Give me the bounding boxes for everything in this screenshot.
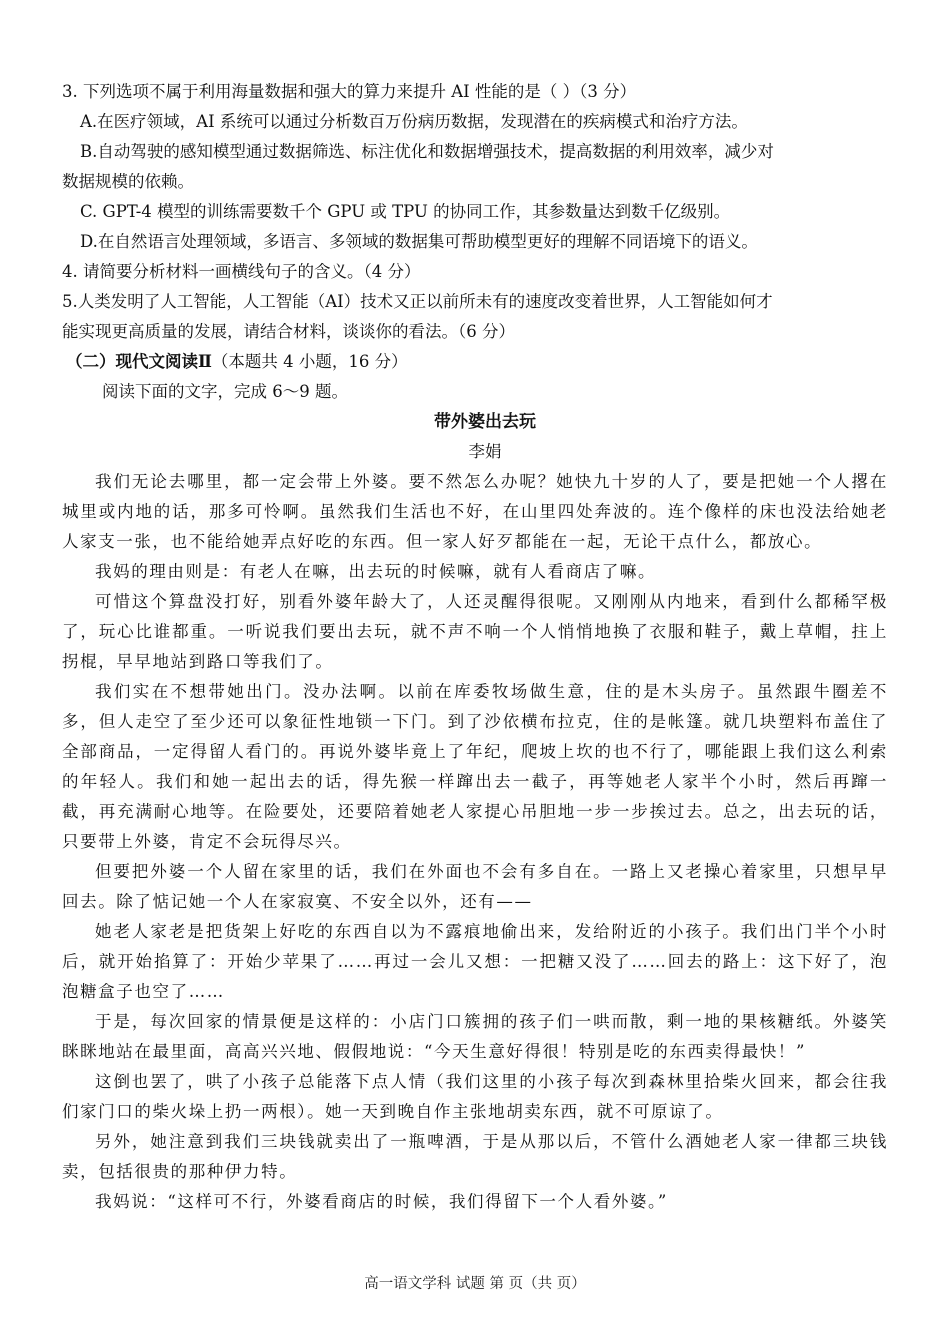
question-4: 4. 请简要分析材料一画横线句子的含义。（4 分） — [62, 262, 421, 281]
article-paragraph: 我妈说：“这样可不行，外婆看商店的时候，我们得留下一个人看外婆。” — [95, 1192, 668, 1211]
article-paragraph: 于是，每次回家的情景便是这样的：小店门口簇拥的孩子们一哄而散，剩一地的果核糖纸。外婆笑眯眯地站在最里面，高高兴兴地、假假地说：“今天生意好得很！特别是吃的东西卖得最快！” — [62, 1012, 888, 1061]
article-paragraph: 但要把外婆一个人留在家里的话，我们在外面也不会有多自在。一路上又老操心着家里，只想早早回去。除了惦记她一个人在家寂寞、不安全以外，还有—— — [62, 862, 888, 911]
question-3-option-b-line1: B.自动驾驶的感知模型通过数据筛选、标注优化和数据增强技术，提高数据的利用效率，减少对 — [80, 142, 774, 161]
article-author: 李娟 — [468, 442, 502, 461]
article-paragraph: 我们无论去哪里，都一定会带上外婆。要不然怎么办呢？她快九十岁的人了，要是把她一个人撂在城里或内地的话，那多可怜啊。虽然我们生活也不好，在山里四处奔波的。连个像样的床也没法给她老人家支一张，也不能给她弄点好吃的东西。但一家人好歹都能在一起，无论干点什么，都放心。 — [62, 472, 888, 551]
section-title: （二）现代文阅读Ⅱ — [66, 352, 212, 371]
article-paragraph: 这倒也罢了，哄了小孩子总能落下点人情（我们这里的小孩子每次到森林里拾柴火回来，都会往我们家门口的柴火垛上扔一两根）。她一天到晚自作主张地胡卖东西，就不可原谅了。 — [62, 1072, 888, 1121]
question-3-option-a: A.在医疗领域，AI 系统可以通过分析数百万份病历数据，发现潜在的疾病模式和治疗方法。 — [80, 112, 748, 131]
section-heading — [0, 347, 950, 377]
question-3-option-c: C. GPT-4 模型的训练需要数千个 GPU 或 TPU 的协同工作，其参数量达到数千亿级别。 — [80, 202, 731, 221]
question-3-stem: 3. 下列选项不属于利用海量数据和强大的算力来提升 AI 性能的是（ ）（3 分） — [62, 82, 637, 101]
section-instruction: 阅读下面的文字，完成 6～9 题。 — [102, 382, 348, 401]
article-paragraph: 可惜这个算盘没打好，别看外婆年龄大了，人还灵醒得很呢。又刚刚从内地来，看到什么都稀罕极了，玩心比谁都重。一听说我们要出去玩，就不声不响一个人悄悄地换了衣服和鞋子，戴上草帽，拄上拐棍，早早地站到路口等我们了。 — [62, 592, 888, 671]
article-paragraph: 她老人家老是把货架上好吃的东西自以为不露痕地偷出来，发给附近的小孩子。我们出门半个小时后，就开始掐算了：开始少苹果了……再过一会儿又想：一把糖又没了……回去的路上：这下好了，泡泡糖盒子也空了…… — [62, 922, 888, 1001]
question-3-option-b-line2: 数据规模的依赖。 — [62, 172, 194, 191]
question-5-line2: 能实现更高质量的发展，请结合材料，谈谈你的看法。（6 分） — [62, 322, 515, 341]
page-content — [0, 77, 950, 1217]
article-paragraph: 另外，她注意到我们三块钱就卖出了一瓶啤酒，于是从那以后，不管什么酒她老人家一律都三块钱卖，包括很贵的那种伊力特。 — [62, 1132, 888, 1181]
question-3-option-d: D.在自然语言处理领域，多语言、多领域的数据集可帮助模型更好的理解不同语境下的语义。 — [80, 232, 758, 251]
section-meta: （本题共 4 小题，16 分） — [211, 352, 408, 371]
question-5-line1: 5.人类发明了人工智能，人工智能（AI）技术又正以前所未有的速度改变着世界，人工智能如何才 — [62, 292, 773, 311]
article-paragraph: 我妈的理由则是：有老人在嘛，出去玩的时候嘛，就有人看商店了嘛。 — [95, 562, 657, 581]
page-footer: 高一语文学科 试题 第 页（共 页） — [364, 1276, 586, 1292]
article-paragraph: 我们实在不想带她出门。没办法啊。以前在库委牧场做生意，住的是木头房子。虽然跟牛圈差不多，但人走空了至少还可以象征性地锁一下门。到了沙依横布拉克，住的是帐篷。就几块塑料布盖住了全部商品，一定得留人看门的。再说外婆毕竟上了年纪，爬坡上坎的也不行了，哪能跟上我们这么利索的年轻人。我们和她一起出去的话，得先猴一样蹿出去一截子，再等她老人家半个小时，然后再蹿一截，再充满耐心地等。在险要处，还要陪着她老人家提心吊胆地一步一步挨过去。总之，出去玩的话，只要带上外婆，肯定不会玩得尽兴。 — [62, 682, 888, 851]
article-title: 带外婆出去玩 — [434, 412, 536, 432]
